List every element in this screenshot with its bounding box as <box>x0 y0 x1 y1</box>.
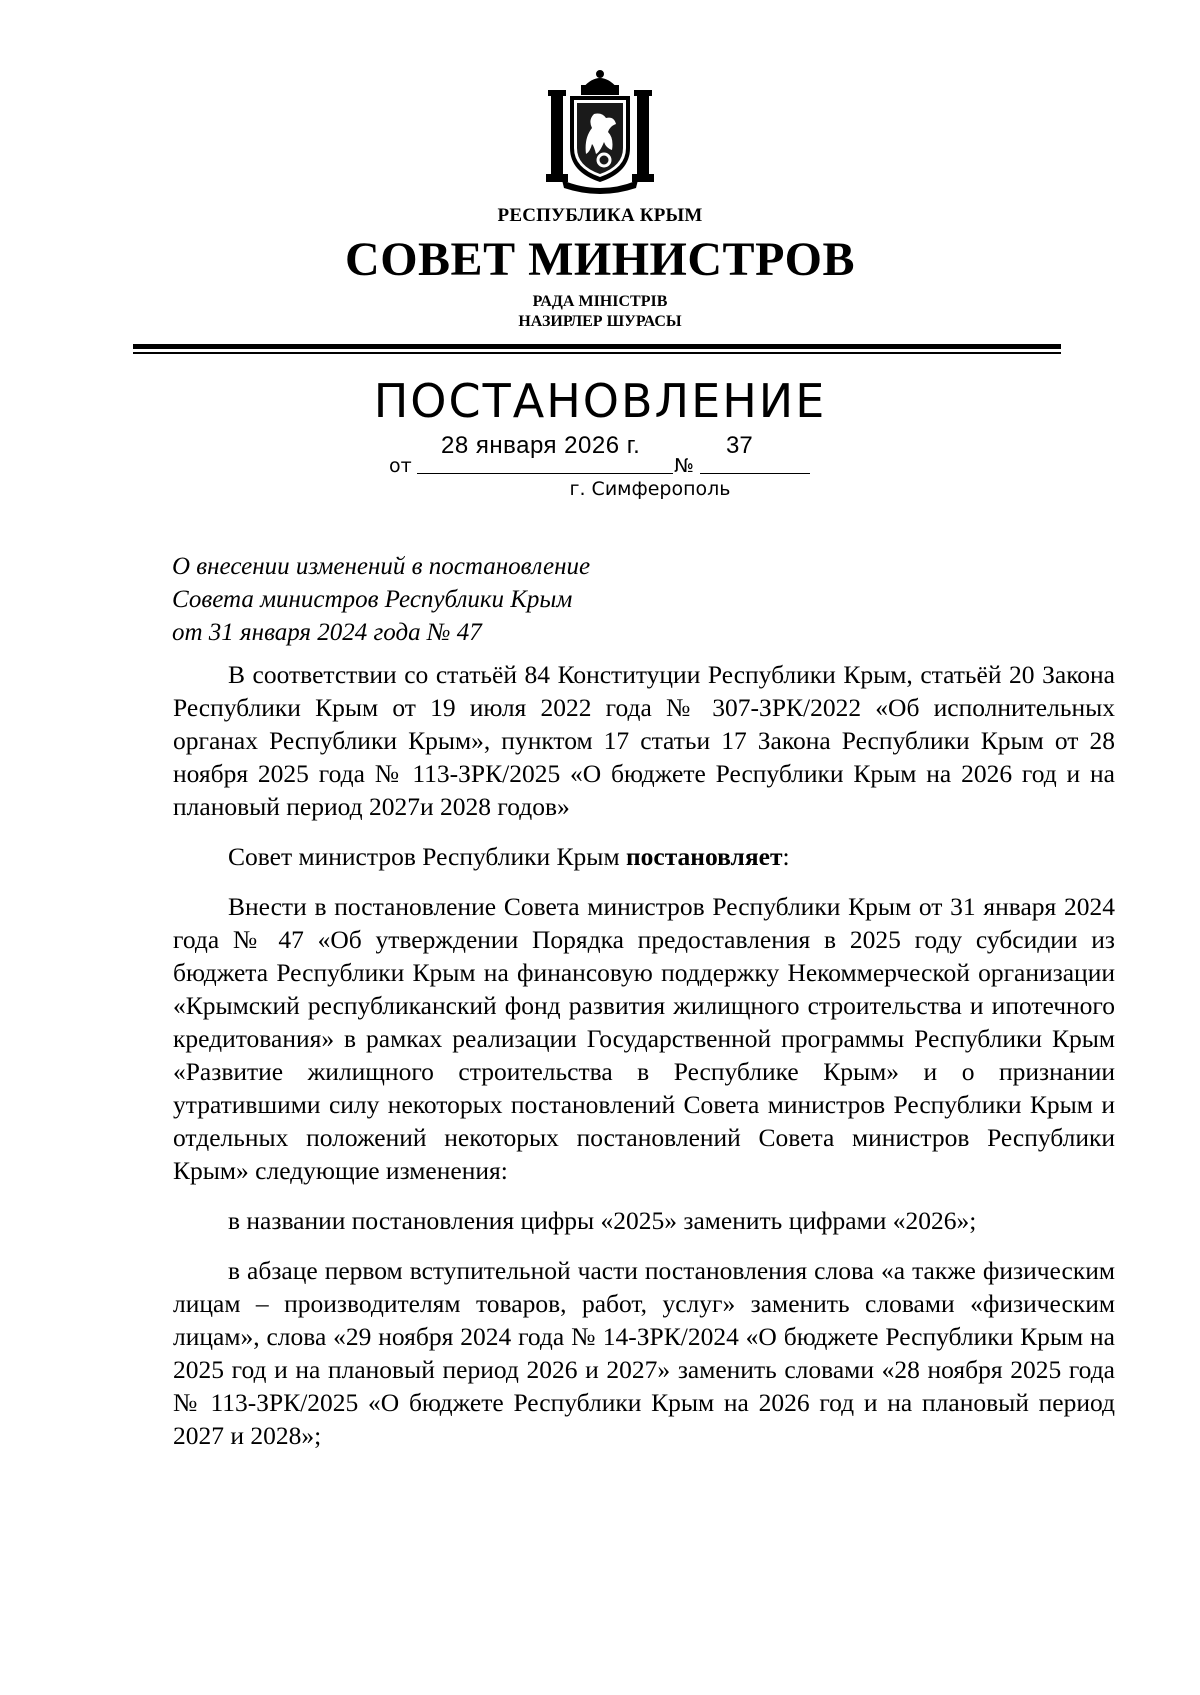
document-number: 37 <box>726 432 753 459</box>
subject-line: от 31 января 2024 года № 47 <box>172 619 482 646</box>
body-paragraph-title-change: в названии постановления цифры «2025» заменить цифрами «2026»; <box>228 1206 977 1235</box>
coat-of-arms-emblem <box>540 68 660 196</box>
number-underline <box>700 473 810 474</box>
header-divider-thick <box>133 344 1061 349</box>
council-name-crimean-tatar: НАЗИРЛЕР ШУРАСЫ <box>518 313 682 330</box>
date-underline <box>417 473 673 474</box>
subject-line: Совета министров Республики Крым <box>172 586 573 613</box>
subject-line: О внесении изменений в постановление <box>172 553 591 580</box>
resolves-suffix: : <box>782 842 790 871</box>
body-paragraph-preamble: В соответствии со статьёй 84 Конституции Республики Крым, статьёй 20 Закона Республики Крым от 19 июля 2022 года № 307-ЗРК/2022 «Об исполнительных органах Республики Крым», пунктом 17 статьи 17 Закона Республики Крым от 28 ноября 2025 года № 113-ЗРК/2025 «О бюджете Республики Крым на 2026 год и на плановый период 2027и 2028 годов» <box>173 660 1115 821</box>
document-body <box>173 658 1115 1452</box>
council-name-ua: РАДА МІНІСТРІВ <box>532 293 668 310</box>
council-name: СОВЕТ МИНИСТРОВ <box>345 233 855 286</box>
header-divider-thin <box>133 352 1061 354</box>
resolves-prefix: Совет министров Республики Крым <box>228 842 626 871</box>
document-type-title: ПОСТАНОВЛЕНИЕ <box>373 374 827 428</box>
date-label: от <box>389 455 412 477</box>
document-subject <box>172 550 590 649</box>
body-paragraph-amendments: Внести в постановление Совета министров Республики Крым от 31 января 2024 года № 47 «Об утверждении Порядка предоставления в 2025 году субсидии из бюджета Республики Крым на финансовую поддержку Некоммерческой организации «Крымский республиканский фонд развития жилищного строительства и ипотечного кредитования» в рамках реализации Государственной программы Республики Крым «Развитие жилищного строительства в Республике Крым» и о признании утратившими силу некоторых постановлений Совета министров Республики Крым и отдельных положений некоторых постановлений Совета министров Республики Крым» следующие изменения: <box>173 892 1115 1185</box>
right-column-icon <box>632 90 654 182</box>
number-label: № <box>674 455 694 477</box>
left-column-icon <box>546 90 568 182</box>
crown-icon <box>582 71 618 94</box>
body-paragraph-preamble-change: в абзаце первом вступительной части постановления слова «а также физическим лицам – производителям товаров, работ, услуг» заменить словами «физическим лицам», слова «29 ноября 2024 года № 14-ЗРК/2024 «О бюджете Республики Крым на 2025 год и на плановый период 2026 и 2027» заменить словами «28 ноября 2025 года № 113-ЗРК/2025 «О бюджете Республики Крым на 2026 год и на плановый период 2027 и 2028»; <box>173 1256 1115 1450</box>
body-paragraph-resolves <box>173 840 1115 873</box>
issuing-city: г. Симферополь <box>569 478 731 500</box>
document-date: 28 января 2026 г. <box>441 432 641 459</box>
ribbon-icon <box>562 180 638 194</box>
republic-name: РЕСПУБЛИКА КРЫМ <box>497 205 703 226</box>
resolves-keyword: постановляет <box>625 842 783 871</box>
